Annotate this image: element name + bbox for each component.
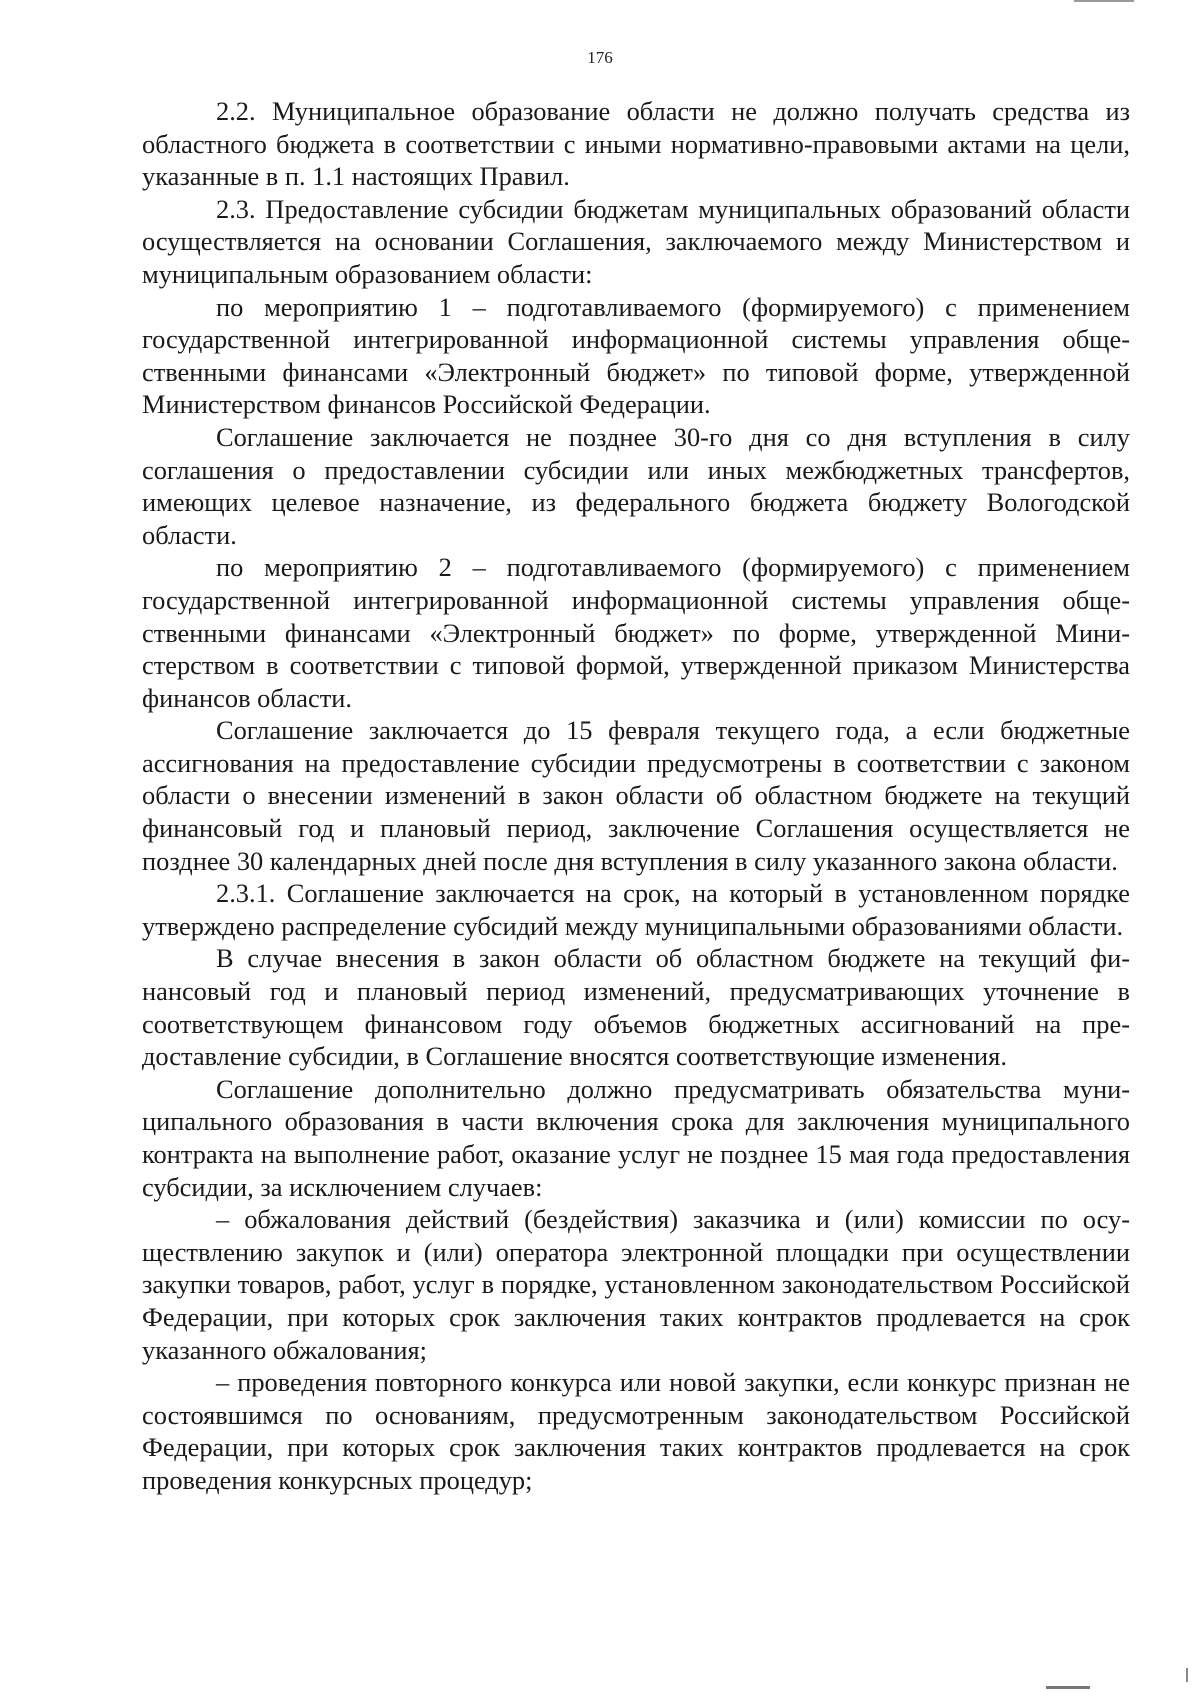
list-item-appeal: – обжалования действий (бездействия) заказчика и (или) комиссии по осуществлению закупок и (или) оператора электронной площадки при осуществлении закупки товаров, работ, услуг в порядке, установленном законодательством Российской Федерации, при которых срок заключения таких контрактов продлевается на срок указанного обжалования; [142, 1204, 1130, 1365]
paragraph-budget-changes: В случае внесения в закон области об областном бюджете на текущий финансовый год и плановый период изменений, предусматривающих уточнение в соответствующем финансовом году объемов бюджетных ассигнований на предоставление субсидии, в Соглашение вносятся соответствующие изменения. [142, 943, 1130, 1072]
paragraph-2-3-1: 2.3.1. Соглашение заключается на срок, на который в установленном порядке утверждено распределение субсидий между муниципальными образованиями области. [142, 878, 1130, 941]
scan-artifact [1046, 1686, 1090, 1689]
document-body [142, 95, 1130, 1497]
paragraph-measure-2: по мероприятию 2 – подготавливаемого (формируемого) с применением государственной интегрированной информационной системы управления общественными финансами «Электронный бюджет» по форме, утвержденной Министерством в соответствии с типовой формой, утвержденной приказом Министерства финансов области. [142, 552, 1130, 713]
paragraph-measure-1: по мероприятию 1 – подготавливаемого (формируемого) с применением государственной интегрированной информационной системы управления общественными финансами «Электронный бюджет» по типовой форме, утвержденной Министерством финансов Российской Федерации. [142, 291, 1130, 420]
list-item-repeat-tender: – проведения повторного конкурса или новой закупки, если конкурс признан не состоявшимся по основаниям, предусмотренным законодательством Российской Федерации, при которых срок заключения таких контрактов продлевается на срок проведения конкурсных процедур; [142, 1367, 1130, 1495]
paragraph-contract-obligations: Соглашение дополнительно должно предусматривать обязательства муниципального образования в части включения срока для заключения муниципального контракта на выполнение работ, оказание услуг не позднее 15 мая года предоставления субсидии, за исключением случаев: [142, 1073, 1130, 1202]
scan-artifact [1186, 1668, 1188, 1682]
page-number: 176 [587, 48, 613, 67]
paragraph-2-2: 2.2. Муниципальное образование области не должно получать средства из областного бюджета в соответствии с иными нормативно-правовыми актами на цели, указанные в п. 1.1 настоящих Правил. [142, 96, 1130, 192]
paragraph-2-3: 2.3. Предоставление субсидии бюджетам муниципальных образований области осуществляется на основании Соглашения, заключаемого между Министерством и муниципальным образованием области: [142, 193, 1130, 289]
paragraph-agreement-deadline-1: Соглашение заключается не позднее 30-го дня со дня вступления в силу соглашения о предоставлении субсидии или иных межбюджетных трансфертов, имеющих целевое назначение, из федерального бюджета бюджету Вологодской области. [142, 421, 1130, 550]
paragraph-agreement-deadline-2: Соглашение заключается до 15 февраля текущего года, а если бюджетные ассигнования на предоставление субсидии предусмотрены в соответствии с законом области о внесении изменений в закон области об областном бюджете на текущий финансовый год и плановый период, заключение Соглашения осуществляется не позднее 30 календарных дней после дня вступления в силу указанного закона области. [142, 715, 1130, 876]
scan-artifact [1074, 0, 1134, 2]
